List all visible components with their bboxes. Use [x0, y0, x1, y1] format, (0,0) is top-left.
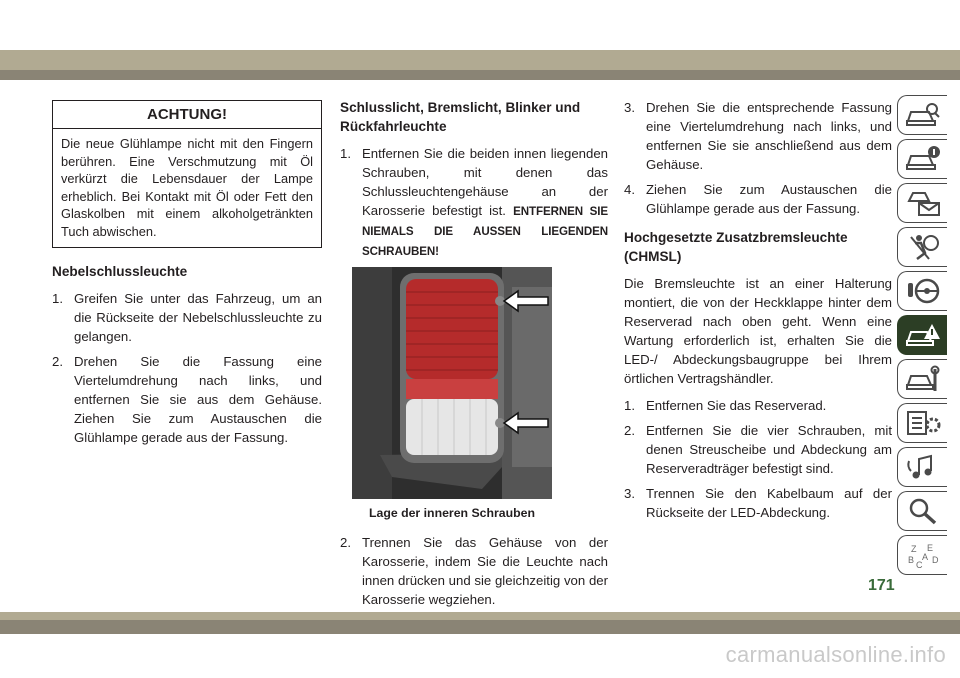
tab-car-search[interactable]: [897, 95, 947, 135]
steering-wheel-icon: [905, 277, 941, 305]
step-number: 2.: [340, 535, 351, 550]
warning-title: ACHTUNG!: [53, 101, 321, 129]
tab-checklist[interactable]: [897, 403, 947, 443]
step-text: Entfernen Sie die vier Schrauben, mit denen Streuscheibe und Abdeckung am Reserveradträger befestigt sind.: [646, 423, 892, 476]
tab-car-warning[interactable]: [897, 315, 947, 355]
checklist-gear-icon: [905, 409, 941, 437]
step-text: Entfernen Sie das Reserverad.: [646, 398, 827, 413]
step-number: 3.: [624, 100, 635, 115]
step-number: 1.: [624, 398, 635, 413]
airbag-icon: [905, 233, 941, 261]
list-item: [624, 396, 892, 415]
car-search-icon: [905, 101, 941, 129]
section-heading-chmsl: Hochgesetzte Zusatzbremsleuchte (CHMSL): [624, 230, 848, 264]
svg-text:A: A: [921, 552, 928, 562]
step-text: Trennen Sie das Gehäuse von der Karosserie, indem Sie die Leuchte nach innen drücken und sie gleichzeitig von der Karosserie wegziehen.: [362, 535, 608, 607]
list-item: [624, 484, 892, 522]
step-text-block: [362, 144, 608, 261]
list-item: [624, 421, 892, 478]
section-heading-fog-light: Nebelschlussleuchte: [52, 264, 188, 279]
list-item: [624, 98, 892, 174]
footer-band-light: [0, 612, 960, 620]
car-wrench-icon: [905, 365, 941, 393]
section-heading-tail-light: Schlusslicht, Bremslicht, Blinker und Rückfahrleuchte: [340, 100, 581, 134]
page-number: 171: [868, 577, 895, 594]
step-number: 2.: [52, 354, 63, 369]
tab-car-message[interactable]: [897, 183, 947, 223]
step-text: Ziehen Sie zum Austauschen die Glühlampe gerade aus der Fassung.: [646, 182, 892, 216]
svg-text:C: C: [915, 560, 922, 569]
tab-car-info[interactable]: [897, 139, 947, 179]
svg-text:Z: Z: [910, 544, 916, 554]
list-item: [624, 180, 892, 218]
magnifier-icon: [905, 497, 941, 525]
tab-steering-wheel[interactable]: [897, 271, 947, 311]
tab-search[interactable]: [897, 491, 947, 531]
tab-index[interactable]: [897, 535, 947, 575]
step-number: 3.: [624, 486, 635, 501]
music-phone-icon: [905, 453, 941, 481]
step-text: Entfernen Sie die beiden innen liegenden Schrauben, mit denen das Schlussleuchtengehäuse an der Karosserie befestigt ist.: [362, 146, 608, 218]
list-item: [340, 144, 608, 261]
footer-band-dark: [0, 620, 960, 634]
section-intro: Die Bremsleuchte ist an einer Halterung montiert, die von der Heckklappe hinter dem Reserverad nach oben geht. Wenn eine Wartung erforderlich ist, erhalten Sie die LED-/ Abdeckungsbaugruppe bei Ihrem örtlichen Vertragshändler.: [624, 276, 892, 386]
list-item: [52, 289, 322, 346]
chapter-tabs: [897, 95, 947, 579]
step-number: 1.: [340, 146, 351, 161]
header-margin: [0, 0, 960, 50]
step-warning-caps: ENTFERNEN SIE NIEMALS DIE AUSSEN LIEGENDEN SCHRAUBEN!: [362, 205, 608, 258]
photo-caption: Lage der inneren Schrauben: [368, 506, 536, 520]
watermark: carmanualsonline.info: [725, 642, 946, 667]
svg-text:D: D: [931, 555, 938, 565]
list-item: [52, 352, 322, 447]
tab-music-phone[interactable]: [897, 447, 947, 487]
car-info-icon: [905, 145, 941, 173]
step-text: Drehen Sie die entsprechende Fassung eine Viertelumdrehung nach links, und entfernen Sie sie anschließend aus dem Gehäuse.: [646, 100, 892, 172]
step-text: Greifen Sie unter das Fahrzeug, um an die Rückseite der Nebelschlussleuchte zu gelangen.: [74, 291, 322, 344]
column-middle: [340, 98, 608, 615]
tail-light-photo: [352, 267, 552, 499]
column-left: [52, 98, 322, 453]
step-number: 2.: [624, 423, 635, 438]
tab-car-wrench[interactable]: [897, 359, 947, 399]
header-band-light: [0, 50, 960, 70]
svg-text:B: B: [907, 555, 914, 565]
list-item: [340, 533, 608, 609]
header-band-dark: [0, 70, 960, 80]
alphabet-index-icon: [905, 541, 941, 569]
step-number: 1.: [52, 291, 63, 306]
car-warning-icon: [905, 321, 941, 349]
svg-text:E: E: [926, 543, 933, 553]
tab-airbag[interactable]: [897, 227, 947, 267]
column-right: [624, 98, 892, 528]
car-message-icon: [905, 189, 941, 217]
warning-box: [52, 100, 322, 248]
tail-light-illustration: [352, 267, 552, 499]
step-text: Drehen Sie die Fassung eine Viertelumdrehung nach links, und entfernen Sie sie aus dem Gehäuse. Ziehen Sie zum Austauschen die Glühlampe gerade aus der Fassung.: [74, 354, 322, 445]
step-text: Trennen Sie den Kabelbaum auf der Rückseite der LED-Abdeckung.: [646, 486, 892, 520]
step-number: 4.: [624, 182, 635, 197]
warning-text: Die neue Glühlampe nicht mit den Fingern berühren. Eine Verschmutzung mit Öl verkürzt die Lebensdauer der Lampe erheblich. Bei Kontakt mit Öl oder Fett den Glaskolben mit einem alkoholgetränkten Tuch abwischen.: [61, 136, 313, 239]
